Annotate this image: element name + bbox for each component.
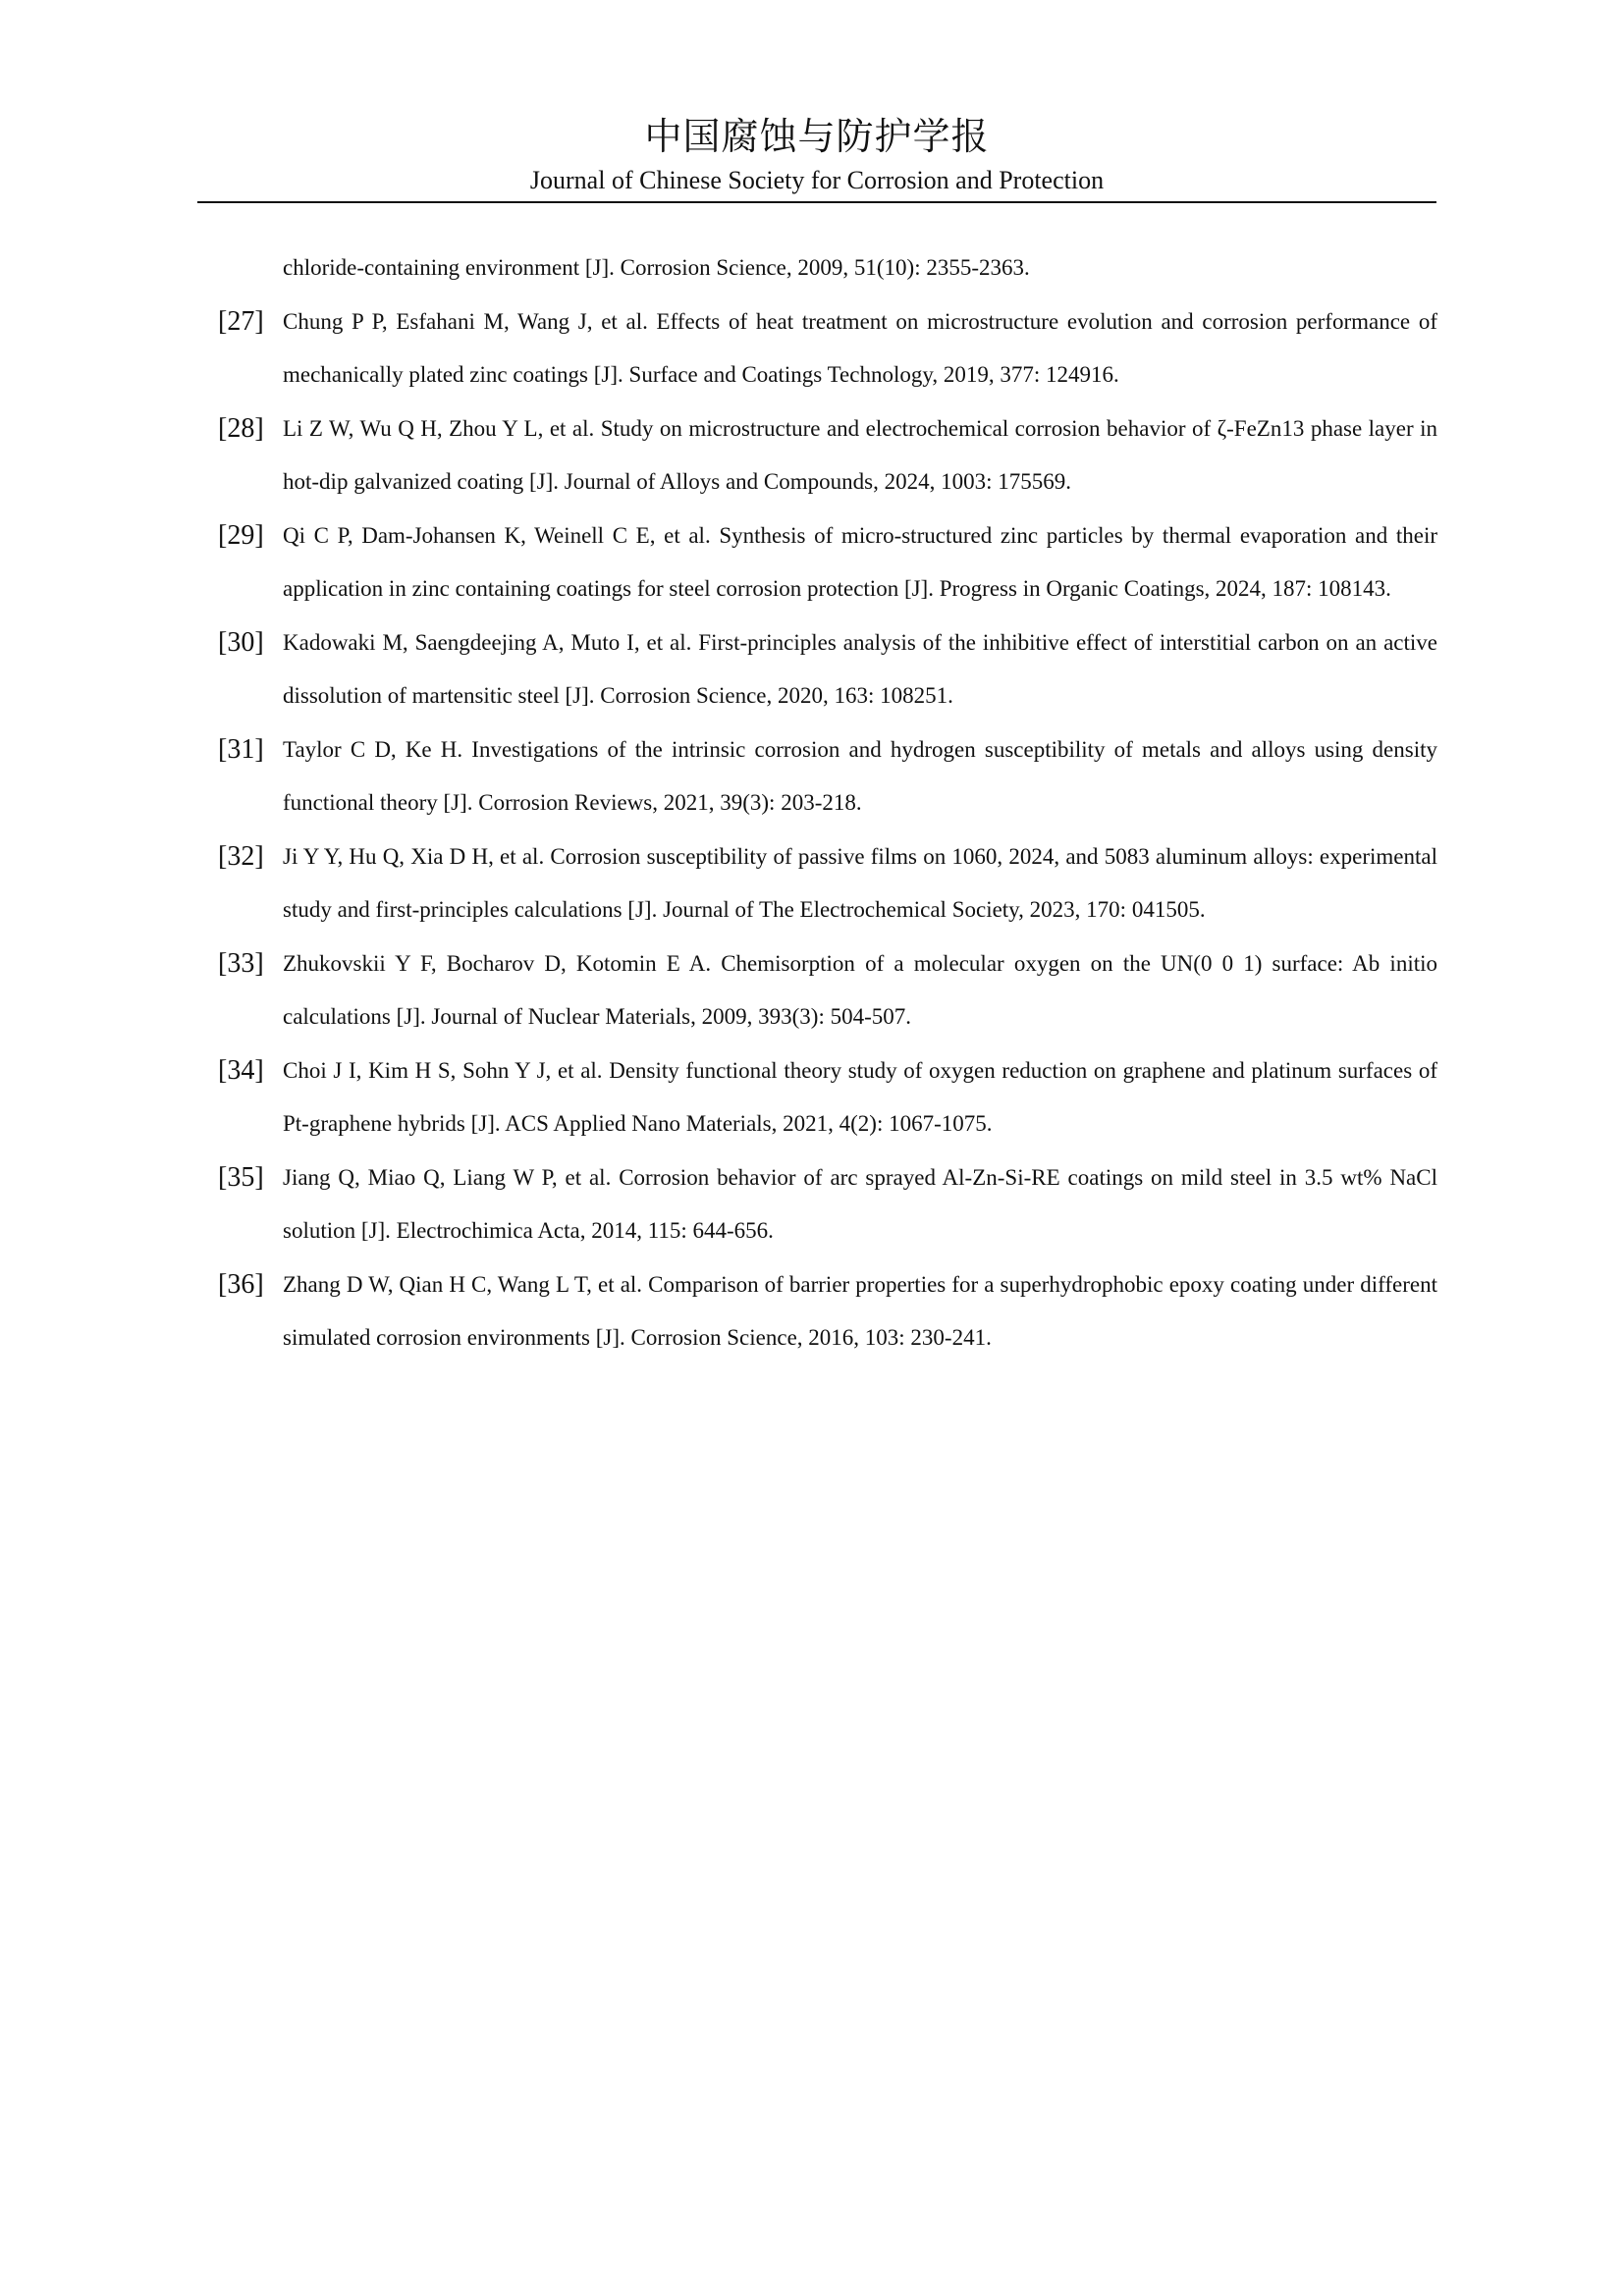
header-divider <box>197 201 1436 203</box>
reference-text: Ji Y Y, Hu Q, Xia D H, et al. Corrosion susceptibility of passive films on 1060, 2024, and 5083 aluminum alloys: experimental study and first-principles calculations [J]. Journal of The Electrochemical Society, 2023, 170: 041505. <box>283 844 1437 922</box>
reference-number: [32] <box>218 841 264 872</box>
reference-item <box>218 723 1437 829</box>
page-header <box>197 113 1436 197</box>
reference-number: [33] <box>218 948 264 979</box>
reference-item <box>218 402 1437 508</box>
journal-title-chinese: 中国腐蚀与防护学报 <box>644 115 990 158</box>
reference-item <box>218 1151 1437 1257</box>
reference-text: Jiang Q, Miao Q, Liang W P, et al. Corrosion behavior of arc sprayed Al-Zn-Si-RE coatings on mild steel in 3.5 wt% NaCl solution [J]. Electrochimica Acta, 2014, 115: 644-656. <box>283 1165 1437 1243</box>
reference-number: [36] <box>218 1269 264 1300</box>
reference-item <box>218 1258 1437 1364</box>
reference-item <box>218 295 1437 401</box>
reference-number: [27] <box>218 306 264 337</box>
reference-number: [34] <box>218 1055 264 1086</box>
journal-title-english: Journal of Chinese Society for Corrosion and Protection <box>529 166 1105 194</box>
reference-text: Zhang D W, Qian H C, Wang L T, et al. Comparison of barrier properties for a superhydrophobic epoxy coating under different simulated corrosion environments [J]. Corrosion Science, 2016, 103: 230-241. <box>283 1272 1437 1350</box>
reference-item <box>218 937 1437 1043</box>
reference-number: [31] <box>218 734 264 765</box>
reference-text: Kadowaki M, Saengdeejing A, Muto I, et al. First-principles analysis of the inhibitive effect of interstitial carbon on an active dissolution of martensitic steel [J]. Corrosion Science, 2020, 163: 108251. <box>283 630 1437 708</box>
reference-number: [30] <box>218 627 264 658</box>
reference-number: [28] <box>218 413 264 444</box>
reference-text: Qi C P, Dam-Johansen K, Weinell C E, et al. Synthesis of micro-structured zinc particles by thermal evaporation and their application in zinc containing coatings for steel corrosion protection [J]. Progress in Organic Coatings, 2024, 187: 108143. <box>283 523 1437 601</box>
reference-item <box>218 830 1437 936</box>
reference-list <box>218 241 1437 1365</box>
reference-text: Chung P P, Esfahani M, Wang J, et al. Effects of heat treatment on microstructure evolution and corrosion performance of mechanically plated zinc coatings [J]. Surface and Coatings Technology, 2019, 377: 124916. <box>283 309 1437 387</box>
reference-number: [35] <box>218 1162 264 1193</box>
reference-item <box>218 616 1437 722</box>
reference-text: Taylor C D, Ke H. Investigations of the intrinsic corrosion and hydrogen susceptibility of metals and alloys using density functional theory [J]. Corrosion Reviews, 2021, 39(3): 203-218. <box>283 737 1437 815</box>
reference-text: Li Z W, Wu Q H, Zhou Y L, et al. Study on microstructure and electrochemical corrosion behavior of ζ-FeZn13 phase layer in hot-dip galvanized coating [J]. Journal of Alloys and Compounds, 2024, 1003: 175569. <box>283 416 1437 494</box>
reference-continuation: chloride-containing environment [J]. Corrosion Science, 2009, 51(10): 2355-2363. <box>283 255 1030 280</box>
reference-text: Choi J I, Kim H S, Sohn Y J, et al. Density functional theory study of oxygen reduction on graphene and platinum surfaces of Pt-graphene hybrids [J]. ACS Applied Nano Materials, 2021, 4(2): 1067-1075. <box>283 1058 1437 1136</box>
reference-text: Zhukovskii Y F, Bocharov D, Kotomin E A. Chemisorption of a molecular oxygen on the UN(0 0 1) surface: Ab initio calculations [J]. Journal of Nuclear Materials, 2009, 393(3): 504-507. <box>283 951 1437 1029</box>
reference-number: [29] <box>218 520 264 551</box>
reference-item <box>218 1044 1437 1150</box>
reference-item <box>218 509 1437 615</box>
